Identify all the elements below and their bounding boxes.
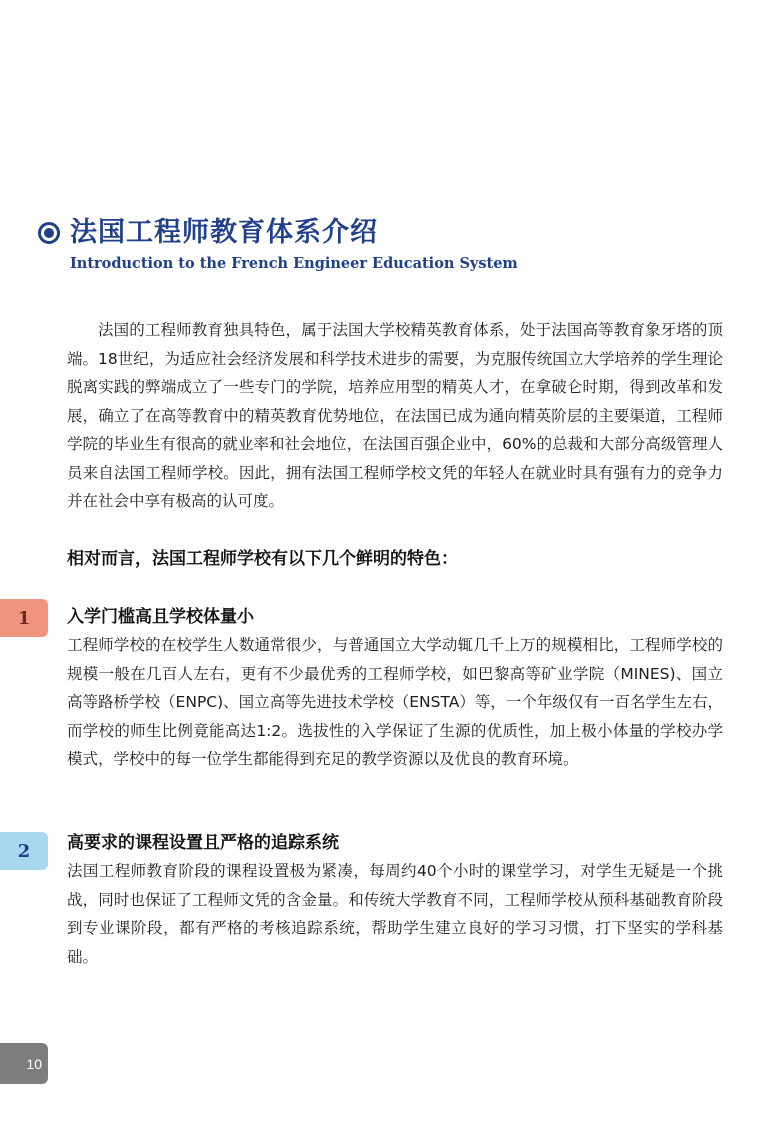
feature-body-1: 工程师学校的在校学生人数通常很少，与普通国立大学动辄几千上万的规模相比，工程师学校的规模一般在几百人左右，更有不少最优秀的工程师学校，如巴黎高等矿业学院（MINES)、国立高等路桥学校（ENPC)、国立高等先进技术学校（ENSTA）等，一个年级仅有一百名学生左右，而学校的师生比例竟能高达1:2。选拔性的入学保证了生源的优质性，加上极小体量的学校办学模式，学校中的每一位学生都能得到充足的教学资源以及优良的教育环境。 (67, 636, 723, 768)
features-intro: 相对而言，法国工程师学校有以下几个鲜明的特色： (67, 549, 458, 569)
intro-paragraph: 法国的工程师教育独具特色，属于法国大学校精英教育体系，处于法国高等教育象牙塔的顶端。18世纪，为适应社会经济发展和科学技术进步的需要，为克服传统国立大学培养的学生理论脱离实践的弊端成立了一些专门的学院，培养应用型的精英人才，在拿破仑时期，得到改革和发展，确立了在高等教育中的精英教育优势地位，在法国已成为通向精英阶层的主要渠道，工程师学院的毕业生有很高的就业率和社会地位，在法国百强企业中，60%的总裁和大部分高级管理人员来自法国工程师学校。因此，拥有法国工程师学校文凭的年轻人在就业时具有强有力的竞争力并在社会中享有极高的认可度。 (67, 321, 723, 510)
page-title: 法国工程师教育体系介绍 (70, 217, 378, 248)
feature-number-badge-2: 2 (0, 832, 48, 870)
feature-number-badge-1: 1 (0, 599, 48, 637)
feature-title-2: 高要求的课程设置且严格的追踪系统 (67, 833, 339, 853)
target-bullet-icon (38, 222, 60, 244)
page-subtitle-english: Introduction to the French Engineer Education System (70, 255, 518, 272)
feature-title-1: 入学门槛高且学校体量小 (67, 607, 254, 627)
section-heading (38, 213, 378, 253)
feature-body-2: 法国工程师教育阶段的课程设置极为紧凑，每周约40个小时的课堂学习，对学生无疑是一个挑战，同时也保证了工程师文凭的含金量。和传统大学教育不同，工程师学校从预科基础教育阶段到专业课阶段，都有严格的考核追踪系统，帮助学生建立良好的学习习惯，打下坚实的学科基础。 (67, 862, 723, 966)
page-number: 10 (0, 1043, 48, 1084)
